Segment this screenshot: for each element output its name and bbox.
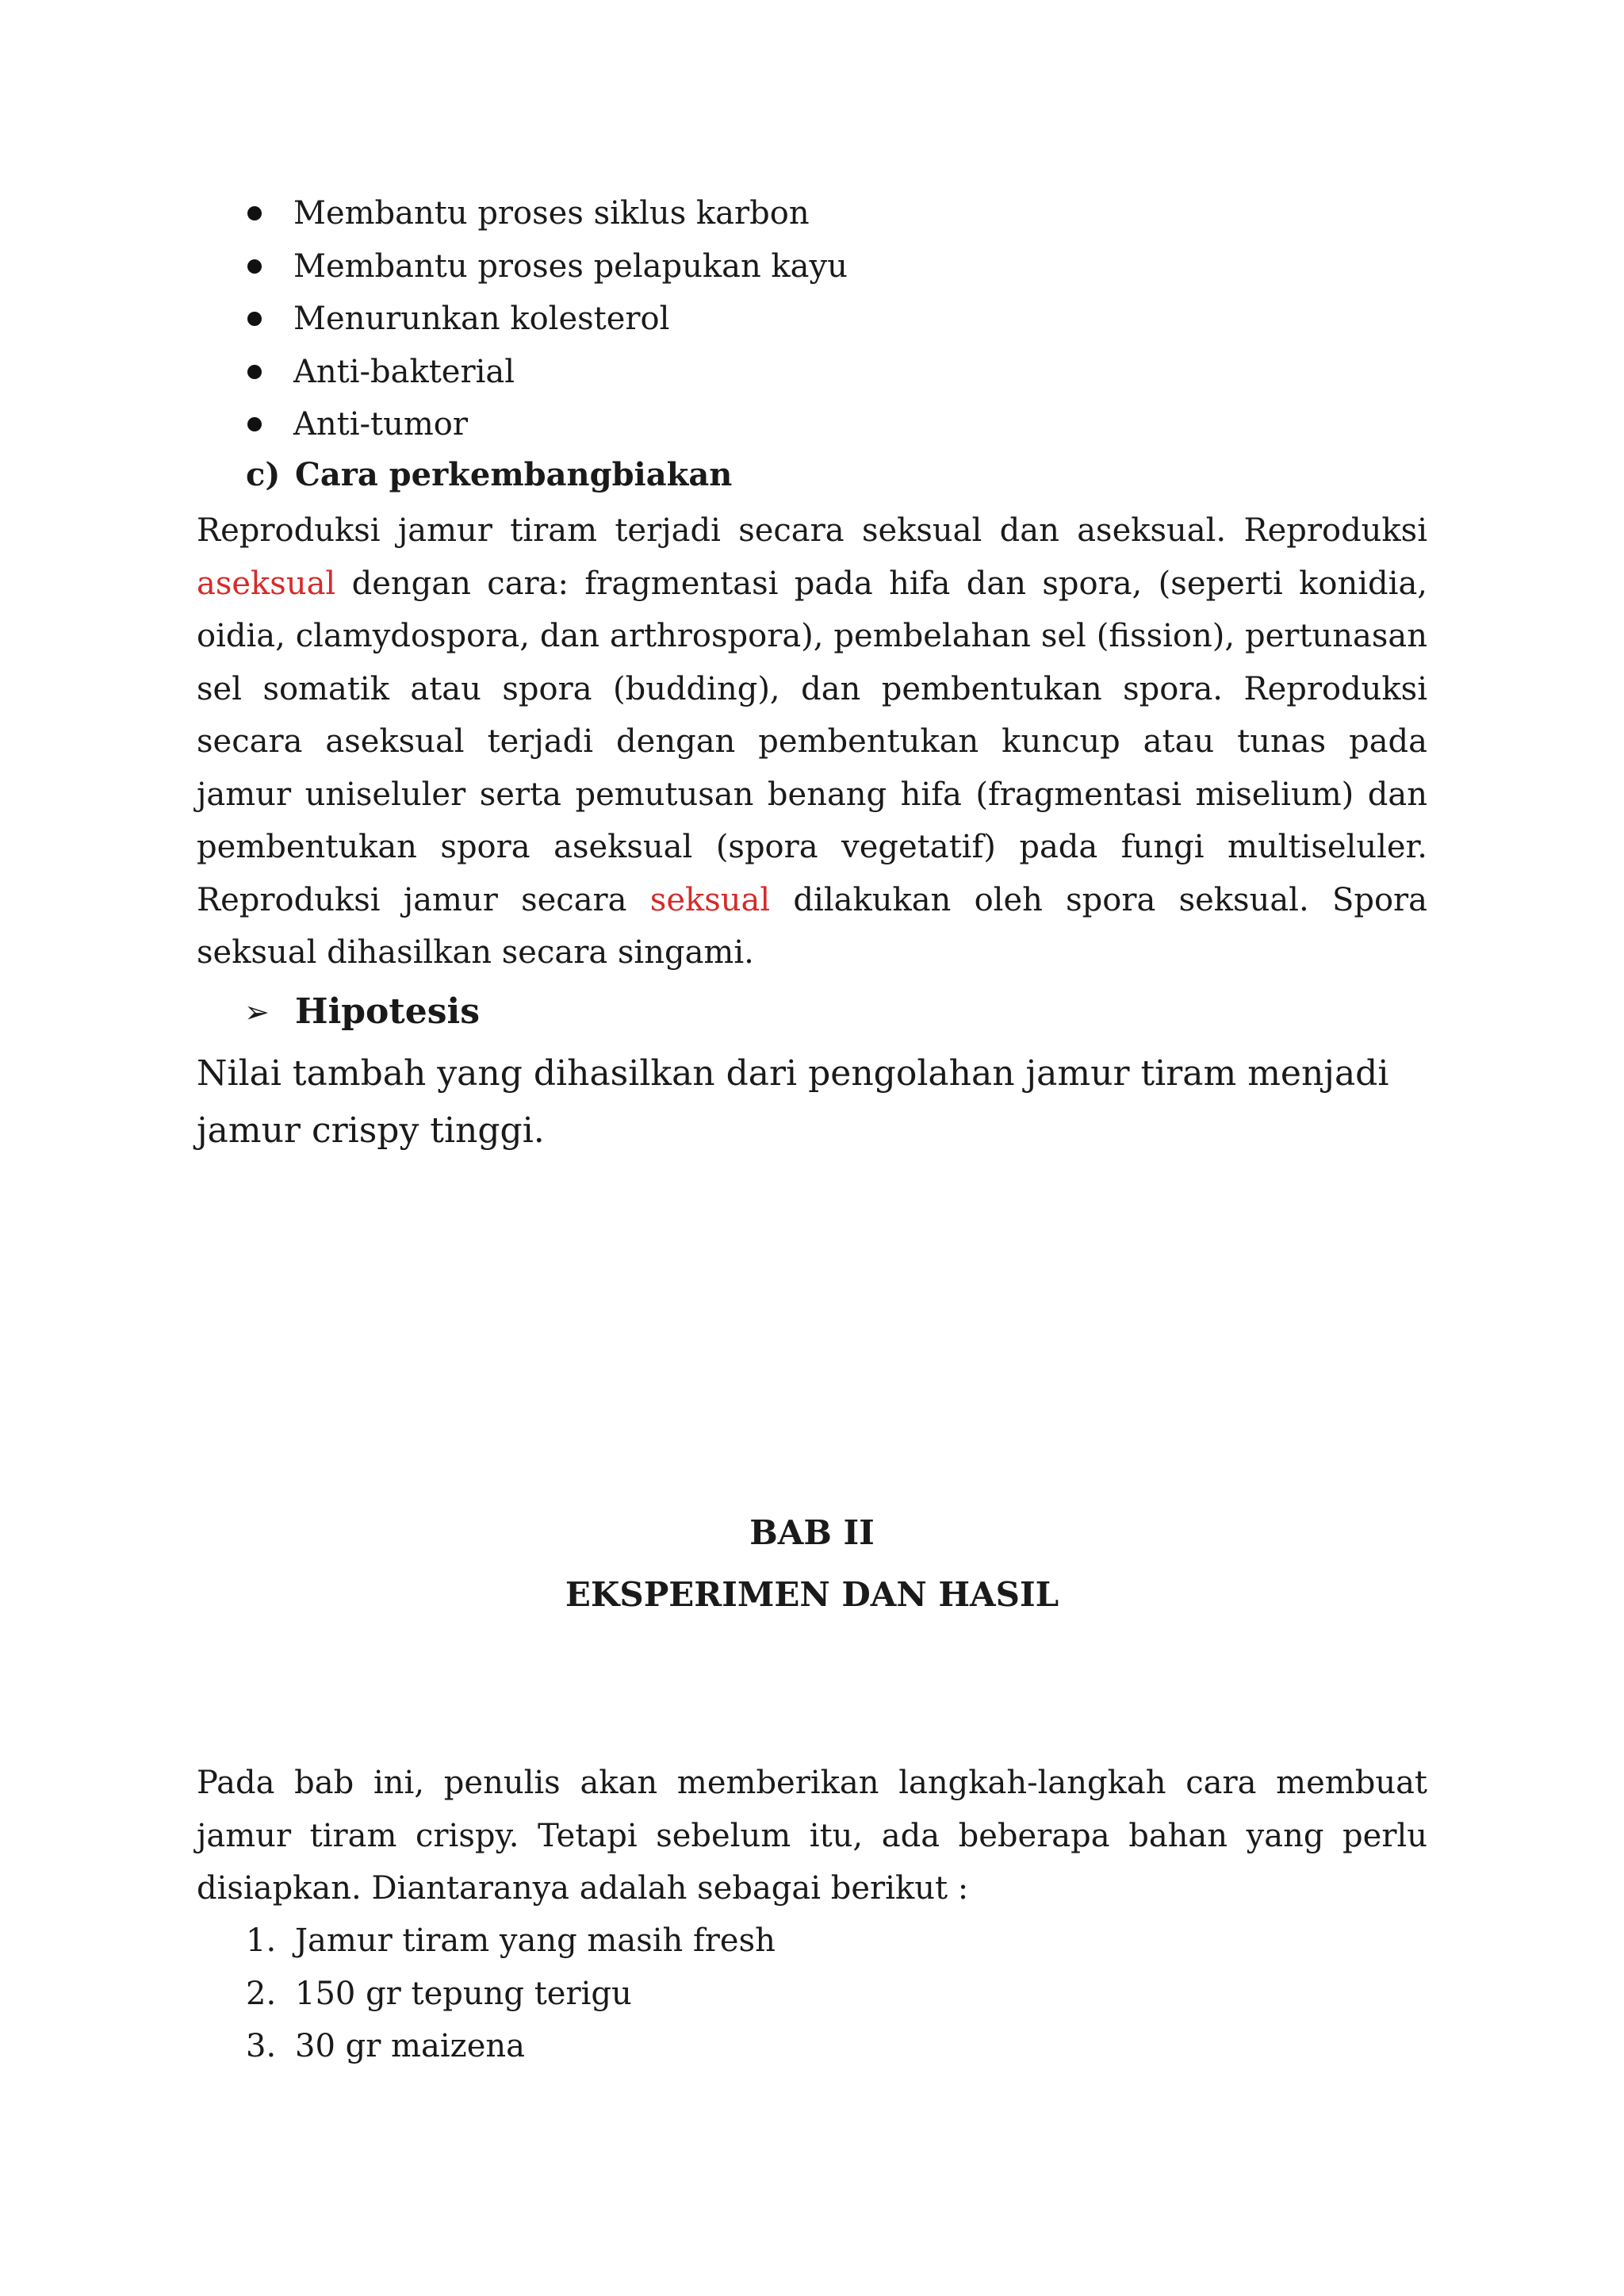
list-item (238, 346, 848, 399)
bullet-icon (247, 312, 262, 326)
list-item-text: Anti-bakterial (293, 353, 515, 390)
bullet-icon (247, 259, 262, 274)
subsection-heading (246, 456, 732, 493)
chapter-number: BAB II (749, 1513, 875, 1552)
list-item (238, 240, 848, 293)
intro-paragraph: Pada bab ini, penulis akan memberikan langkah-langkah cara membuat jamur tiram crispy. Tetapi sebelum itu, ada beberapa bahan yang perlu disiapkan. Diantaranya adalah sebagai berikut : (197, 1765, 1427, 1907)
list-item (238, 293, 848, 346)
subsection-title: Cara perkembangbiakan (295, 456, 733, 493)
list-item-text: Anti-tumor (293, 406, 468, 443)
highlight-seksual: seksual (649, 881, 771, 918)
paragraph-text: dilakukan oleh spora seksual. Spora seksual dihasilkan secara singami. (197, 881, 1427, 971)
paragraph-text: dengan cara: fragmentasi pada hifa dan spora, (seperti konidia, oidia, clamydospora, dan arthrospora), pembelahan sel (fission), pertunasan sel somatik atau spora (budding), dan pembentukan spora. Reproduksi secara aseksual terjadi dengan pembentukan kuncup atau tunas pada jamur uniseluler serta pemutusan benang hifa (fragmentasi miselium) dan pembentukan spora aseksual (spora vegetatif) pada fungi multiseluler. Reproduksi jamur secara (197, 565, 1427, 918)
list-item (246, 1968, 776, 2021)
bullet-icon (247, 365, 262, 379)
hypothesis-title: Hipotesis (295, 991, 480, 1032)
list-number: 3. (246, 2028, 277, 2064)
list-item (246, 1915, 776, 1968)
list-item (238, 187, 848, 240)
list-item-text: Jamur tiram yang masih fresh (295, 1922, 776, 1959)
list-item-text: 150 gr tepung terigu (295, 1975, 632, 2012)
list-item (246, 2020, 776, 2073)
hypothesis-text: Nilai tambah yang dihasilkan dari pengolahan jamur tiram menjadi jamur crispy tinggi. (197, 1053, 1389, 1151)
ingredients-list (246, 1915, 776, 2073)
list-number: 2. (246, 1975, 277, 2012)
hypothesis-heading (244, 991, 480, 1032)
list-item (238, 398, 848, 451)
list-item-text: Membantu proses pelapukan kayu (293, 247, 848, 285)
benefits-list (238, 187, 848, 451)
reproduction-paragraph (197, 504, 1427, 979)
list-item-text: Menurunkan kolesterol (293, 301, 670, 337)
list-item-text: 30 gr maizena (295, 2028, 525, 2064)
paragraph-text: Reproduksi jamur tiram terjadi secara seksual dan aseksual. Reproduksi (197, 512, 1427, 549)
bullet-icon (247, 206, 262, 220)
highlight-aseksual: aseksual (197, 565, 336, 602)
list-item-text: Membantu proses siklus karbon (293, 195, 810, 232)
subsection-marker: c) (246, 456, 281, 493)
arrow-bullet-icon: ➢ (244, 994, 270, 1029)
bullet-icon (247, 417, 262, 431)
list-number: 1. (246, 1922, 277, 1959)
chapter-title: EKSPERIMEN DAN HASIL (565, 1575, 1059, 1614)
